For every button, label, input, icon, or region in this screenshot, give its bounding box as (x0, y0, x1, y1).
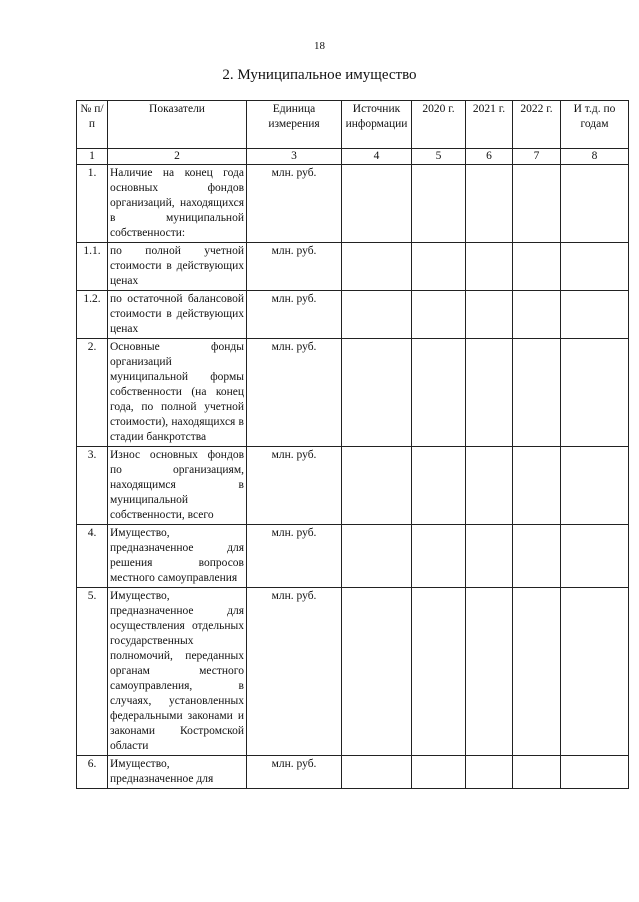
header-row (77, 101, 629, 149)
unit-cell: млн. руб. (247, 525, 342, 588)
value-cell (412, 339, 466, 447)
header-cell: Источник информации (342, 101, 412, 149)
table-row (77, 525, 629, 588)
value-cell (513, 756, 561, 789)
row-number: 1.2. (77, 291, 108, 339)
value-cell (561, 165, 629, 243)
row-number: 5. (77, 588, 108, 756)
row-number: 1. (77, 165, 108, 243)
table-row (77, 756, 629, 789)
table-row (77, 588, 629, 756)
value-cell (412, 447, 466, 525)
column-number: 5 (412, 149, 466, 165)
value-cell (561, 339, 629, 447)
source-cell (342, 243, 412, 291)
column-number: 8 (561, 149, 629, 165)
source-cell (342, 447, 412, 525)
indicator-name: Имущество, предназначенное для осуществления отдельных государственных полномочий, переданных органам местного самоуправления, в случаях, установленных федеральными законами и законами Костромской области (108, 588, 247, 756)
table-row (77, 243, 629, 291)
source-cell (342, 756, 412, 789)
indicator-name: по остаточной балансовой стоимости в действующих ценах (108, 291, 247, 339)
row-number: 4. (77, 525, 108, 588)
header-cell: Показатели (108, 101, 247, 149)
unit-cell: млн. руб. (247, 243, 342, 291)
value-cell (513, 243, 561, 291)
unit-cell: млн. руб. (247, 165, 342, 243)
header-cell: № п/п (77, 101, 108, 149)
section-title: 2. Муниципальное имущество (222, 67, 417, 83)
value-cell (466, 339, 513, 447)
value-cell (561, 447, 629, 525)
source-cell (342, 525, 412, 588)
value-cell (412, 756, 466, 789)
indicator-name: Основные фонды организаций муниципальной формы собственности (на конец года, по полной учетной стоимости), находящихся в стадии банкротства (108, 339, 247, 447)
indicator-name: Имущество, предназначенное для решения вопросов местного самоуправления (108, 525, 247, 588)
value-cell (412, 525, 466, 588)
unit-cell: млн. руб. (247, 588, 342, 756)
table-row (77, 165, 629, 243)
municipal-property-table (76, 100, 629, 789)
value-cell (513, 447, 561, 525)
unit-cell: млн. руб. (247, 447, 342, 525)
value-cell (466, 165, 513, 243)
value-cell (561, 243, 629, 291)
value-cell (412, 588, 466, 756)
column-number: 6 (466, 149, 513, 165)
header-cell: 2021 г. (466, 101, 513, 149)
row-number: 3. (77, 447, 108, 525)
value-cell (412, 291, 466, 339)
source-cell (342, 339, 412, 447)
indicator-name: Наличие на конец года основных фондов организаций, находящихся в муниципальной собственности: (108, 165, 247, 243)
value-cell (513, 339, 561, 447)
table-row (77, 291, 629, 339)
indicator-name: Имущество, предназначенное для (108, 756, 247, 789)
value-cell (466, 588, 513, 756)
value-cell (466, 243, 513, 291)
page-number: 18 (314, 40, 325, 52)
value-cell (513, 525, 561, 588)
table-row (77, 339, 629, 447)
unit-cell: млн. руб. (247, 291, 342, 339)
column-number: 3 (247, 149, 342, 165)
row-number: 6. (77, 756, 108, 789)
source-cell (342, 291, 412, 339)
header-cell: 2022 г. (513, 101, 561, 149)
value-cell (412, 243, 466, 291)
column-number: 1 (77, 149, 108, 165)
value-cell (561, 756, 629, 789)
indicator-name: Износ основных фондов по организациям, находящимся в муниципальной собственности, всего (108, 447, 247, 525)
column-number: 7 (513, 149, 561, 165)
value-cell (513, 165, 561, 243)
unit-cell: млн. руб. (247, 339, 342, 447)
unit-cell: млн. руб. (247, 756, 342, 789)
column-number: 4 (342, 149, 412, 165)
value-cell (561, 588, 629, 756)
value-cell (466, 447, 513, 525)
value-cell (513, 588, 561, 756)
table-row (77, 447, 629, 525)
value-cell (466, 525, 513, 588)
source-cell (342, 588, 412, 756)
header-cell: И т.д. по годам (561, 101, 629, 149)
column-number-row (77, 149, 629, 165)
value-cell (561, 525, 629, 588)
source-cell (342, 165, 412, 243)
indicator-name: по полной учетной стоимости в действующих ценах (108, 243, 247, 291)
value-cell (466, 756, 513, 789)
value-cell (466, 291, 513, 339)
header-cell: 2020 г. (412, 101, 466, 149)
value-cell (412, 165, 466, 243)
row-number: 2. (77, 339, 108, 447)
column-number: 2 (108, 149, 247, 165)
header-cell: Единица измерения (247, 101, 342, 149)
value-cell (561, 291, 629, 339)
row-number: 1.1. (77, 243, 108, 291)
value-cell (513, 291, 561, 339)
